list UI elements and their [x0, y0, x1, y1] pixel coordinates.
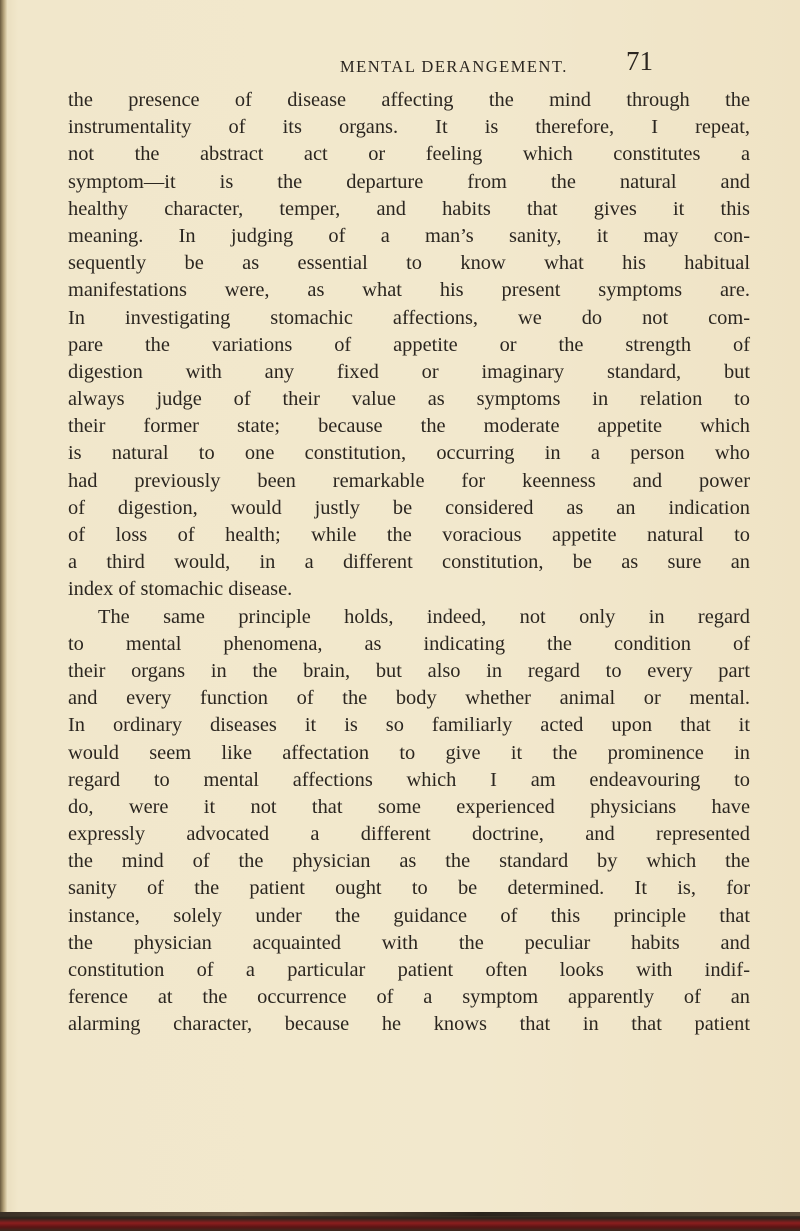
text-line: pare the variations of appetite or the strength of	[68, 333, 750, 356]
text-line: constitution of a particular patient often looks with indif-	[68, 959, 750, 981]
text-line: alarming character, because he knows that in that patient	[68, 1013, 750, 1036]
text-line: the physician acquainted with the peculiar habits and	[68, 931, 750, 954]
text-line: instance, solely under the guidance of this principle that	[68, 904, 750, 927]
text-line: do, were it not that some experienced physicians have	[68, 795, 750, 818]
text-line: the presence of disease affecting the mind through the	[68, 89, 750, 111]
text-line: ference at the occurrence of a symptom apparently of an	[68, 986, 750, 1009]
text-line: always judge of their value as symptoms in relation to	[68, 388, 750, 411]
text-line: digestion with any fixed or imaginary standard, but	[68, 360, 750, 383]
text-line: meaning. In judging of a man’s sanity, it may con-	[68, 224, 750, 247]
text-line: the mind of the physician as the standard by which the	[68, 850, 750, 873]
text-line: of digestion, would justly be considered as an indication	[68, 496, 750, 519]
page-header	[0, 46, 800, 86]
text-line: In investigating stomachic affections, we do not com-	[68, 306, 750, 329]
running-head: MENTAL DERANGEMENT.	[340, 57, 568, 76]
text-line: of loss of health; while the voracious appetite natural to	[68, 524, 750, 546]
text-line: a third would, in a different constitution, be as sure an	[68, 551, 750, 574]
text-line: had previously been remarkable for keenness and power	[68, 469, 750, 492]
page-bottom-edge	[0, 1212, 800, 1231]
text-line: would seem like affectation to give it the prominence in	[68, 741, 750, 764]
text-line: is natural to one constitution, occurring in a person who	[68, 442, 750, 465]
page-number: 71	[626, 46, 653, 76]
text-line: symptom—it is the departure from the natural and	[68, 170, 750, 193]
body-text	[68, 87, 750, 1039]
text-line: manifestations were, as what his present symptoms are.	[68, 279, 750, 302]
text-line: healthy character, temper, and habits that gives it this	[68, 197, 750, 220]
page-binding-edge	[0, 0, 7, 1231]
text-line: to mental phenomena, as indicating the condition of	[68, 632, 750, 655]
text-line: sanity of the patient ought to be determined. It is, for	[68, 877, 750, 900]
text-line: The same principle holds, indeed, not only in regard	[98, 605, 750, 628]
text-line: expressly advocated a different doctrine, and represented	[68, 823, 750, 846]
text-line: In ordinary diseases it is so familiarly acted upon that it	[68, 714, 750, 737]
text-line: their organs in the brain, but also in regard to every part	[68, 659, 750, 682]
text-line: sequently be as essential to know what his habitual	[68, 252, 750, 275]
text-line: not the abstract act or feeling which constitutes a	[68, 143, 750, 166]
text-line: instrumentality of its organs. It is therefore, I repeat,	[68, 116, 750, 139]
text-line: regard to mental affections which I am endeavouring to	[68, 768, 750, 791]
text-line: their former state; because the moderate appetite which	[68, 415, 750, 438]
text-line: index of stomachic disease.	[68, 578, 293, 601]
text-line: and every function of the body whether animal or mental.	[68, 687, 750, 710]
